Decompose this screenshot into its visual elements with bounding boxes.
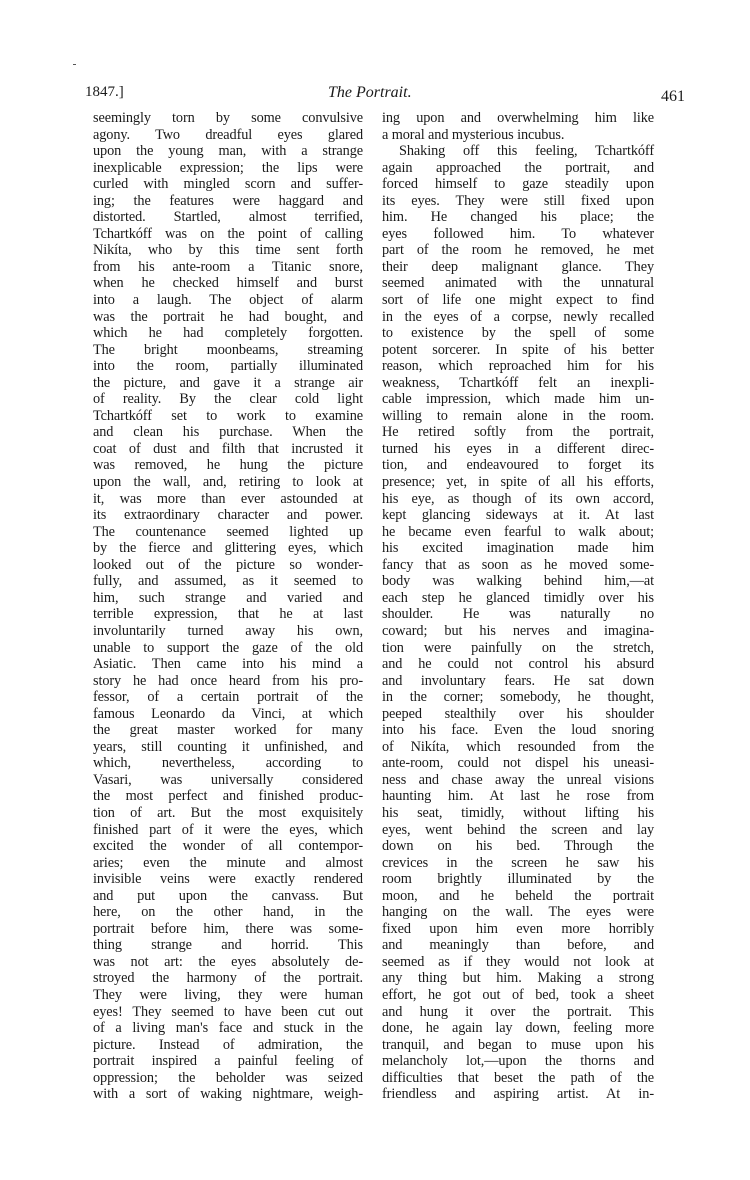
text-line: The countenance seemed lighted up: [93, 523, 363, 540]
text-line: was the portrait he had bought, and: [93, 308, 363, 325]
text-line: excited the wonder of all contempor-: [93, 838, 363, 855]
text-line: inexplicable expression; the lips were: [93, 159, 363, 176]
text-line: agony. Two dreadful eyes glared: [93, 126, 363, 143]
running-head-title: The Portrait.: [328, 84, 412, 101]
text-line: seemed animated with the unnatural: [382, 275, 654, 292]
text-line: into his face. Even the loud snoring: [382, 722, 654, 739]
text-line: done, he again lay down, feeling more: [382, 1020, 654, 1037]
text-line: in the corner; somebody, he thought,: [382, 689, 654, 706]
text-line: moon, and he beheld the portrait: [382, 887, 654, 904]
text-line: he became even fearful to walk about;: [382, 523, 654, 540]
text-line: upon the wall, and, retiring to look at: [93, 474, 363, 491]
text-line: cable impression, which made him un-: [382, 391, 654, 408]
text-line: years, still counting it unfinished, and: [93, 738, 363, 755]
text-line: reason, which reproached him for his: [382, 358, 654, 375]
text-line: it, was more than ever astounded at: [93, 490, 363, 507]
text-line: crevices in the screen he saw his: [382, 854, 654, 871]
text-line: seemingly torn by some convulsive: [93, 110, 363, 126]
text-line: coat of dust and filth that incrusted it: [93, 440, 363, 457]
text-line: body was walking behind him,—at: [382, 573, 654, 590]
text-line: his excited imagination made him: [382, 540, 654, 557]
text-line: terrible expression, that he at last: [93, 606, 363, 623]
text-line: any thing but him. Making a strong: [382, 970, 654, 987]
text-line: Tchartkóff was on the point of calling: [93, 225, 363, 242]
text-line: again approached the portrait, and: [382, 159, 654, 176]
text-line: and meaningly than before, and: [382, 937, 654, 954]
text-line: Tchartkóff set to work to examine: [93, 407, 363, 424]
text-line: coward; but his nerves and imagina-: [382, 622, 654, 639]
text-line: and clean his purchase. When the: [93, 424, 363, 441]
text-line: the great master worked for many: [93, 722, 363, 739]
text-line: the most perfect and finished produc-: [93, 788, 363, 805]
text-line: friendless and aspiring artist. At in-: [382, 1086, 654, 1103]
text-line: was not art: the eyes absolutely de-: [93, 953, 363, 970]
text-line: stroyed the harmony of the portrait.: [93, 970, 363, 987]
text-line: effort, he got out of bed, took a sheet: [382, 986, 654, 1003]
text-line: him. He changed his place; the: [382, 209, 654, 226]
text-line: his eye, as though of its own accord,: [382, 490, 654, 507]
text-line: which, nevertheless, according to: [93, 755, 363, 772]
text-line: him, such strange and varied and: [93, 589, 363, 606]
text-line: a moral and mysterious incubus.: [382, 126, 565, 143]
text-line: Vasari, was universally considered: [93, 771, 363, 788]
text-line: down on his bed. Through the: [382, 838, 654, 855]
text-line: ing; the features were haggard and: [93, 192, 363, 209]
text-line: each step he glanced timidly over his: [382, 589, 654, 606]
text-line: room brightly illuminated by the: [382, 871, 654, 888]
text-line: tion of art. But the most exquisitely: [93, 804, 363, 821]
text-line: of Nikíta, which resounded from the: [382, 738, 654, 755]
text-line: curled with mingled scorn and suffer-: [93, 176, 363, 193]
text-line: presence; yet, in spite of all his efforts,: [382, 474, 654, 491]
text-line: its extraordinary character and power.: [93, 507, 363, 524]
text-line: unable to support the gaze of the old: [93, 639, 363, 656]
text-line: was removed, he hung the picture: [93, 457, 363, 474]
text-line: potent sorcerer. In spite of his better: [382, 341, 654, 358]
text-line: They were living, they were human: [93, 986, 363, 1003]
text-line: from his ante-room a Titanic snore,: [93, 258, 363, 275]
text-line: hanging on the wall. The eyes were: [382, 904, 654, 921]
text-line: Asiatic. Then came into his mind a: [93, 656, 363, 673]
text-line: forced himself to gaze steadily upon: [382, 176, 654, 193]
text-line: fessor, of a certain portrait of the: [93, 689, 363, 706]
right-column: [382, 110, 654, 1103]
text-line: ante-room, could not dispel his uneasi-: [382, 755, 654, 772]
running-head-year: 1847.]: [85, 84, 124, 100]
scan-speck: [73, 64, 76, 65]
text-line: into the room, partially illuminated: [93, 358, 363, 375]
text-line: portrait before him, there was some-: [93, 920, 363, 937]
text-line: and put upon the canvass. But: [93, 887, 363, 904]
text-line: aries; even the minute and almost: [93, 854, 363, 871]
text-line: He retired softly from the portrait,: [382, 424, 654, 441]
text-line: fully, and assumed, as it seemed to: [93, 573, 363, 590]
text-line: seemed as if they would not look at: [382, 953, 654, 970]
text-line: tranquil, and began to muse upon his: [382, 1036, 654, 1053]
text-line: its eyes. They were still fixed upon: [382, 192, 654, 209]
text-line: eyes, went behind the screen and lay: [382, 821, 654, 838]
text-line: fixed upon him even more horribly: [382, 920, 654, 937]
text-line: weakness, Tchartkóff felt an inexpli-: [382, 374, 654, 391]
text-line: in the eyes of a corpse, newly recalled: [382, 308, 654, 325]
text-line: of a living man's face and stuck in the: [93, 1020, 363, 1037]
text-line: finished part of it were the eyes, which: [93, 821, 363, 838]
text-line: Shaking off this feeling, Tchartkóff: [399, 143, 654, 160]
text-line: by the fierce and glittering eyes, which: [93, 540, 363, 557]
text-line: famous Leonardo da Vinci, at which: [93, 705, 363, 722]
text-line: when he checked himself and burst: [93, 275, 363, 292]
text-line: ness and chase away the unreal visions: [382, 771, 654, 788]
text-line: with a sort of waking nightmare, weigh-: [93, 1086, 363, 1103]
page-number: 461: [661, 88, 685, 105]
text-line: oppression; the beholder was seized: [93, 1069, 363, 1086]
text-line: into a laugh. The object of alarm: [93, 292, 363, 309]
text-line: involuntarily turned away his own,: [93, 622, 363, 639]
text-line: invisible veins were exactly rendered: [93, 871, 363, 888]
text-line: upon the young man, with a strange: [93, 143, 363, 160]
text-line: tion, and endeavoured to forget its: [382, 457, 654, 474]
text-line: melancholy lot,—upon the thorns and: [382, 1053, 654, 1070]
text-line: willing to remain alone in the room.: [382, 407, 654, 424]
text-line: to existence by the spell of some: [382, 325, 654, 342]
text-line: Nikíta, who by this time sent forth: [93, 242, 363, 259]
text-line: eyes! They seemed to have been cut out: [93, 1003, 363, 1020]
text-line: the picture, and gave it a strange air: [93, 374, 363, 391]
text-line: tion were painfully on the stretch,: [382, 639, 654, 656]
text-line: fancy that as soon as he moved some-: [382, 556, 654, 573]
text-line: picture. Instead of admiration, the: [93, 1036, 363, 1053]
text-line: The bright moonbeams, streaming: [93, 341, 363, 358]
text-line: turned his eyes in a different direc-: [382, 440, 654, 457]
text-line: sort of life one might expect to find: [382, 292, 654, 309]
left-column: [93, 110, 363, 1103]
text-line: haunting him. At last he rose from: [382, 788, 654, 805]
text-line: ing upon and overwhelming him like: [382, 110, 654, 126]
running-head: [85, 84, 685, 106]
text-line: and he could not control his absurd: [382, 656, 654, 673]
text-line: looked out of the picture so wonder-: [93, 556, 363, 573]
text-line: and hung it over the portrait. This: [382, 1003, 654, 1020]
text-line: portrait inspired a painful feeling of: [93, 1053, 363, 1070]
text-line: thing strange and horrid. This: [93, 937, 363, 954]
text-line: and involuntary fears. He sat down: [382, 672, 654, 689]
text-line: their deep malignant glance. They: [382, 258, 654, 275]
text-line: his seat, timidly, without lifting his: [382, 804, 654, 821]
text-line: part of the room he removed, he met: [382, 242, 654, 259]
text-line: which he had completely forgotten.: [93, 325, 363, 342]
text-line: here, on the other hand, in the: [93, 904, 363, 921]
text-line: of reality. By the clear cold light: [93, 391, 363, 408]
text-line: distorted. Startled, almost terrified,: [93, 209, 363, 226]
text-line: peeped stealthily over his shoulder: [382, 705, 654, 722]
text-line: shoulder. He was naturally no: [382, 606, 654, 623]
text-line: eyes followed him. To whatever: [382, 225, 654, 242]
text-line: story he had once heard from his pro-: [93, 672, 363, 689]
text-line: difficulties that beset the path of the: [382, 1069, 654, 1086]
text-line: kept glancing sideways at it. At last: [382, 507, 654, 524]
